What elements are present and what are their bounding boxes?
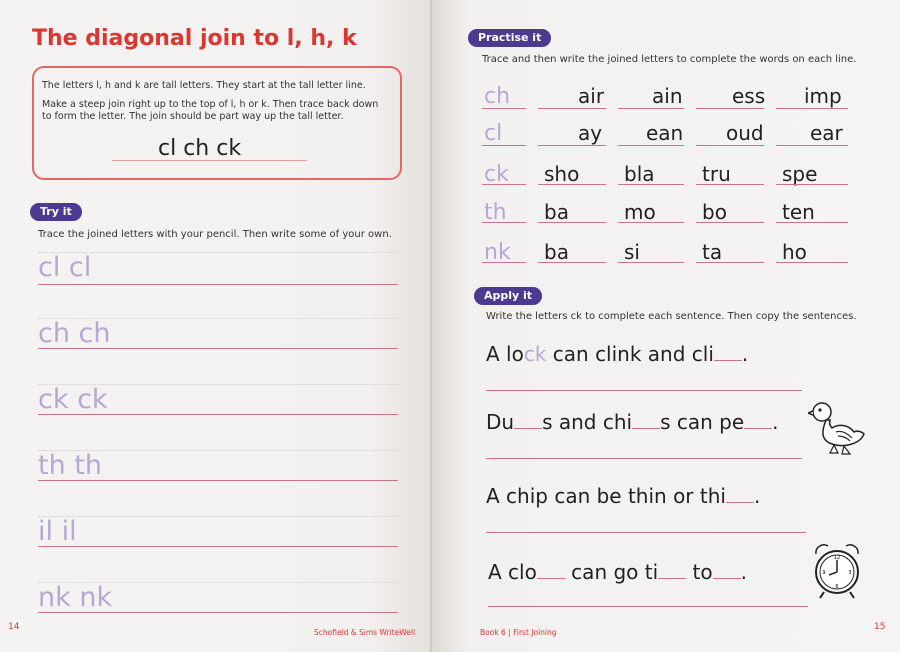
writing-line[interactable] <box>776 108 848 109</box>
try-it-instruction: Trace the joined letters with your pencil. Then write some of your own. <box>38 229 392 240</box>
writing-line[interactable] <box>38 612 398 613</box>
writing-line[interactable] <box>482 145 526 146</box>
sentence-part: . <box>772 410 779 434</box>
sentence-part: A lo <box>486 342 524 366</box>
writing-line[interactable] <box>482 222 526 223</box>
rule-text-2: Make a steep join right up to the top of l, h or k. Then trace back down <box>42 99 379 110</box>
trace-letters: cl <box>484 121 503 146</box>
word-start: mo <box>624 200 656 224</box>
writing-line[interactable] <box>38 414 398 415</box>
writing-line[interactable] <box>38 284 398 285</box>
duck-icon <box>808 398 868 456</box>
page-footer: Book 6 | First Joining <box>480 628 557 637</box>
word-ending: air <box>578 84 605 108</box>
writing-line[interactable] <box>696 222 764 223</box>
word-start: bo <box>702 200 727 224</box>
page-number: 15 <box>874 622 886 632</box>
copy-line[interactable] <box>486 458 802 459</box>
writing-line[interactable] <box>776 145 848 146</box>
page-number: 14 <box>8 622 20 632</box>
rule-text-3: to form the letter. The join should be part way up the tall letter. <box>42 111 344 122</box>
sentence-2 <box>486 410 779 434</box>
word-start: ba <box>544 200 569 224</box>
writing-line[interactable] <box>538 184 606 185</box>
sentence-4 <box>488 560 747 584</box>
writing-line[interactable] <box>776 222 848 223</box>
writing-line[interactable] <box>696 108 764 109</box>
writing-line[interactable] <box>696 262 764 263</box>
page-title: The diagonal join to l, h, k <box>32 26 357 51</box>
writing-line[interactable] <box>538 108 606 109</box>
writing-line[interactable] <box>618 184 684 185</box>
word-start: sho <box>544 162 580 186</box>
word-ending: ear <box>810 121 843 145</box>
traced-letters: ck <box>523 342 547 366</box>
answer-blank[interactable] <box>658 560 686 579</box>
writing-line[interactable] <box>38 480 398 481</box>
trace-row: cl cl <box>38 252 92 283</box>
apply-it-label: Apply it <box>474 287 542 305</box>
alarm-clock-icon <box>810 542 864 600</box>
word-start: si <box>624 240 640 264</box>
svg-text:9: 9 <box>822 570 826 576</box>
sentence-part: s and chi <box>542 410 633 434</box>
sentence-part: can clink and cli <box>546 342 714 366</box>
copy-line[interactable] <box>486 532 806 533</box>
word-ending: ay <box>578 121 603 145</box>
sentence-part: . <box>753 484 761 508</box>
writing-line[interactable] <box>538 222 606 223</box>
trace-row: ck ck <box>38 384 108 415</box>
trace-letters: ck <box>484 162 509 187</box>
word-start: ho <box>782 240 807 264</box>
word-start: tru <box>702 162 731 186</box>
copy-line[interactable] <box>486 390 802 391</box>
svg-text:12: 12 <box>833 555 841 561</box>
trace-letters: nk <box>484 240 511 265</box>
answer-blank[interactable] <box>514 410 542 429</box>
guide-line <box>38 516 398 517</box>
writing-line[interactable] <box>776 262 848 263</box>
svg-text:6: 6 <box>835 584 839 590</box>
answer-blank[interactable] <box>632 410 660 429</box>
trace-row: ch ch <box>38 318 111 349</box>
sentence-part: to <box>686 560 713 584</box>
word-ending: ain <box>652 84 683 108</box>
sentence-1 <box>486 342 748 366</box>
word-start: ba <box>544 240 569 264</box>
word-start: spe <box>782 162 818 186</box>
writing-line[interactable] <box>38 348 398 349</box>
page-footer: Schofield & Sims WriteWell <box>314 628 416 637</box>
practise-it-label: Practise it <box>468 29 551 47</box>
right-page <box>432 0 900 652</box>
trace-letters: th <box>484 200 507 225</box>
writing-line[interactable] <box>618 108 684 109</box>
trace-letters: ch <box>484 84 511 109</box>
answer-blank[interactable] <box>726 484 754 503</box>
writing-line[interactable] <box>538 262 606 263</box>
sentence-part: A clo <box>488 560 537 584</box>
word-ending: ess <box>732 84 766 108</box>
word-ending: oud <box>726 121 764 145</box>
rule-text-1: The letters l, h and k are tall letters. They start at the tall letter line. <box>42 80 366 91</box>
writing-line[interactable] <box>482 108 526 109</box>
writing-line[interactable] <box>696 184 764 185</box>
word-ending: ean <box>646 121 684 145</box>
answer-blank[interactable] <box>744 410 772 429</box>
sentence-part: Du <box>486 410 515 434</box>
writing-line[interactable] <box>776 184 848 185</box>
copy-line[interactable] <box>488 606 808 607</box>
left-page <box>0 0 430 652</box>
svg-text:3: 3 <box>848 570 852 576</box>
sentence-part: A chip can be thin or thi <box>486 484 726 508</box>
writing-line[interactable] <box>538 145 606 146</box>
answer-blank[interactable] <box>537 560 565 579</box>
word-ending: imp <box>804 84 842 108</box>
apply-it-instruction: Write the letters ck to complete each sentence. Then copy the sentences. <box>486 311 857 322</box>
sentence-part: . <box>740 560 747 584</box>
word-start: ten <box>782 200 815 224</box>
try-it-label: Try it <box>30 203 82 221</box>
example-letters: cl ch ck <box>158 136 242 161</box>
writing-line[interactable] <box>618 262 684 263</box>
guide-line <box>38 252 398 253</box>
trace-row: il il <box>38 516 77 547</box>
sentence-part: can go ti <box>564 560 659 584</box>
sentence-part: . <box>741 342 749 366</box>
writing-line[interactable] <box>482 262 526 263</box>
answer-blank[interactable] <box>713 560 741 579</box>
sentence-part: s can pe <box>660 410 745 434</box>
writing-line[interactable] <box>618 145 684 146</box>
sentence-3 <box>486 484 760 508</box>
writing-line[interactable] <box>618 222 684 223</box>
answer-blank[interactable] <box>714 342 742 361</box>
word-start: bla <box>624 162 655 186</box>
word-start: ta <box>702 240 723 264</box>
writing-line[interactable] <box>38 546 398 547</box>
trace-row: nk nk <box>38 582 113 613</box>
practise-it-instruction: Trace and then write the joined letters to complete the words on each line. <box>482 54 857 65</box>
writing-line[interactable] <box>482 184 526 185</box>
writing-line[interactable] <box>696 145 764 146</box>
trace-row: th th <box>38 450 102 481</box>
